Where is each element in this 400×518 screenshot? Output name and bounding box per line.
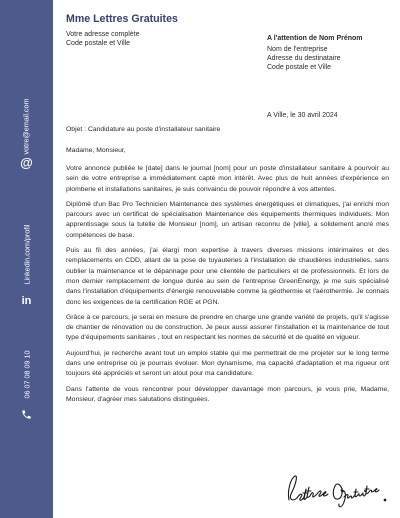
sidebar-linkedin[interactable] — [0, 210, 53, 307]
paragraph: Aujourd'hui, je recherche avant tout un emploi stable qui me permettrait de me projeter sur le long terme dans une entreprise où je pourrais évoluer. Mon dynamisme, ma capacité d'adaptation et ma rigueur ont toujours été appréciés et seront un atout pour ma candidature. — [66, 349, 389, 378]
recipient-city: Code postale et Ville — [267, 64, 332, 71]
recipient-company: Nom de l'entreprise — [267, 46, 328, 53]
sidebar-email[interactable] — [0, 98, 53, 170]
phone-text[interactable]: 06 07 08 09 10 — [22, 350, 31, 399]
sender-address: Votre adresse complète — [66, 31, 140, 38]
linkedin-text[interactable]: Linkedin.com/profil — [22, 224, 31, 285]
handwritten-signature — [281, 470, 393, 510]
paragraph: Dans l'attente de vous rencontrer pour développer davantage mon parcours, je vous prie, Madame, Monsieur, d'agréer mes salutations distinguées. — [66, 385, 389, 403]
sender-city: Code postale et Ville — [66, 40, 131, 47]
sender-address-block — [66, 30, 140, 48]
sidebar — [0, 0, 53, 518]
at-icon: @ — [20, 155, 33, 170]
phone-icon — [21, 409, 32, 423]
linkedin-icon: in — [21, 295, 32, 307]
paragraph: Grâce à ce parcours, je serai en mesure de prendre en charge une grande variété de projets, qu'il s'agisse de chantier de rénovation ou de construction. Je peux aussi assurer l'installation et la maintenance de tout type d'équipements sanitaires , tout en respectant les normes de sécurité et de qualité en vigueur. — [66, 313, 389, 342]
recipient-block — [267, 34, 363, 72]
greeting: Madame, Monsieur, — [66, 147, 126, 154]
subject-line: Objet : Candidature au poste d'installateur sanitaire — [66, 126, 221, 133]
sidebar-phone[interactable] — [0, 330, 53, 420]
recipient-address: Adresse du destinataire — [267, 55, 341, 62]
recipient-attention: A l'attention de Nom Prénom — [267, 35, 363, 42]
paragraph: Puis au fil des années, j'ai élargi mon expertise à travers diverses missions intérimaires et des remplacements en CDD, allant de la pose de tuyauteries à l'installation de chaudières industrielles, sans oublier la maintenance et le dépannage pour une clientèle de particuliers et de professionnels. Et lors de mon dernier remplacement de longue durée au sein de l'entreprise GreenEnergy, je me suis spécialisé dans l'installation d'équipements d'énergie renouvelable comme la géothermie et l'aérothermie. Je connais donc les exigences de la certification RGE et PGN. — [66, 247, 389, 306]
sender-name: Mme Lettres Gratuites — [66, 13, 178, 25]
email-text[interactable]: votre@email.com — [22, 98, 31, 155]
letter-body — [53, 0, 400, 518]
letter-paragraphs — [66, 164, 389, 410]
paragraph: Diplômé d'un Bac Pro Technicien Maintenance des systèmes énergétiques et climatiques, j'ai enrichi mon parcours avec un certificat de spécialisation Maintenance des équipements thermiques individuels. Mon apprentissage sous la tutelle de Monsieur [nom], un artisan reconnu de [ville], a solidement ancré mes compétences de base. — [66, 200, 389, 239]
paragraph: Votre annonce publiée le [date] dans le journal [nom] pour un poste d'installateur sanitaire à pourvoir au sein de votre entreprise a immédiatement capté mon intérêt. Avec plus de huit années d'expérience en plomberie et installations sanitaires, je suis convaincu de pouvoir répondre à vos attentes. — [66, 165, 389, 193]
date-place: A Ville, le 30 avril 2024 — [267, 112, 338, 119]
